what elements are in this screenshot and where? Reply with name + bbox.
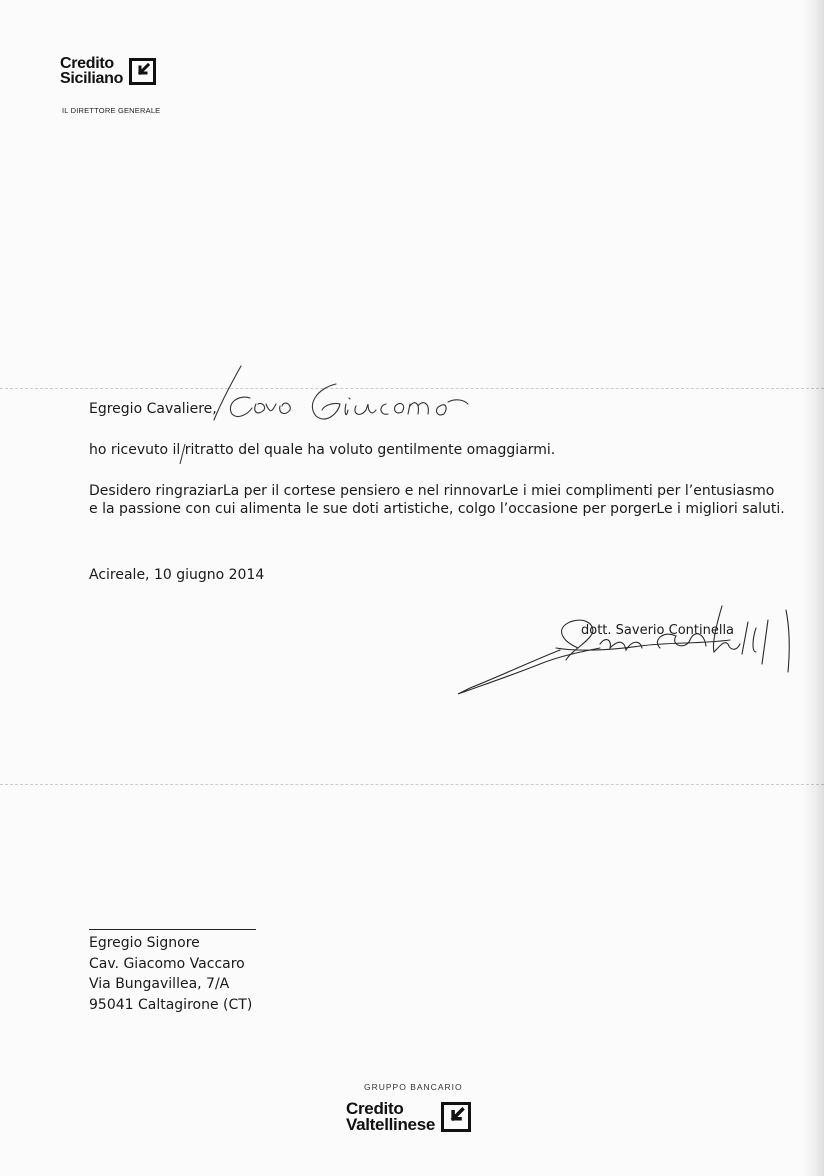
office-title: IL DIRETTORE GENERALE <box>62 106 161 115</box>
logo-line-2: Siciliano <box>60 70 124 87</box>
credito-valtellinese-logo <box>346 1101 471 1133</box>
paragraph-2-line-2: e la passione con cui alimenta le sue doti artistiche, colgo l’occasione per porgerLe i migliori saluti. <box>89 501 785 517</box>
address-line-4: 95041 Caltagirone (CT) <box>89 997 253 1013</box>
footer-logo-mark-icon <box>441 1102 471 1132</box>
footer-logo-line-1: Credito <box>346 1099 404 1118</box>
address-rule <box>89 929 256 930</box>
logo-line-1: Credito <box>60 55 114 72</box>
paragraph-2-line-1: Desidero ringraziarLa per il cortese pensiero e nel rinnovarLe i miei complimenti per l’entusiasmo <box>89 483 775 499</box>
footer-logo-line-2: Valtellinese <box>346 1115 436 1134</box>
signature <box>458 606 789 694</box>
address-line-1: Egregio Signore <box>89 935 200 951</box>
handwritten-greeting <box>214 366 468 420</box>
paragraph-1: ho ricevuto il ritratto del quale ha voluto gentilmente omaggiarmi. <box>89 442 556 458</box>
footer-logo-text <box>346 1101 435 1133</box>
pen-stroke <box>180 444 185 464</box>
address-line-2: Cav. Giacomo Vaccaro <box>89 956 245 972</box>
address-line-3: Via Bungavillea, 7/A <box>89 976 230 992</box>
signer-name: dott. Saverio Continella <box>581 623 735 638</box>
place-date: Acireale, 10 giugno 2014 <box>89 567 265 583</box>
salutation: Egregio Cavaliere, <box>89 401 217 417</box>
group-label: GRUPPO BANCARIO <box>364 1082 463 1092</box>
